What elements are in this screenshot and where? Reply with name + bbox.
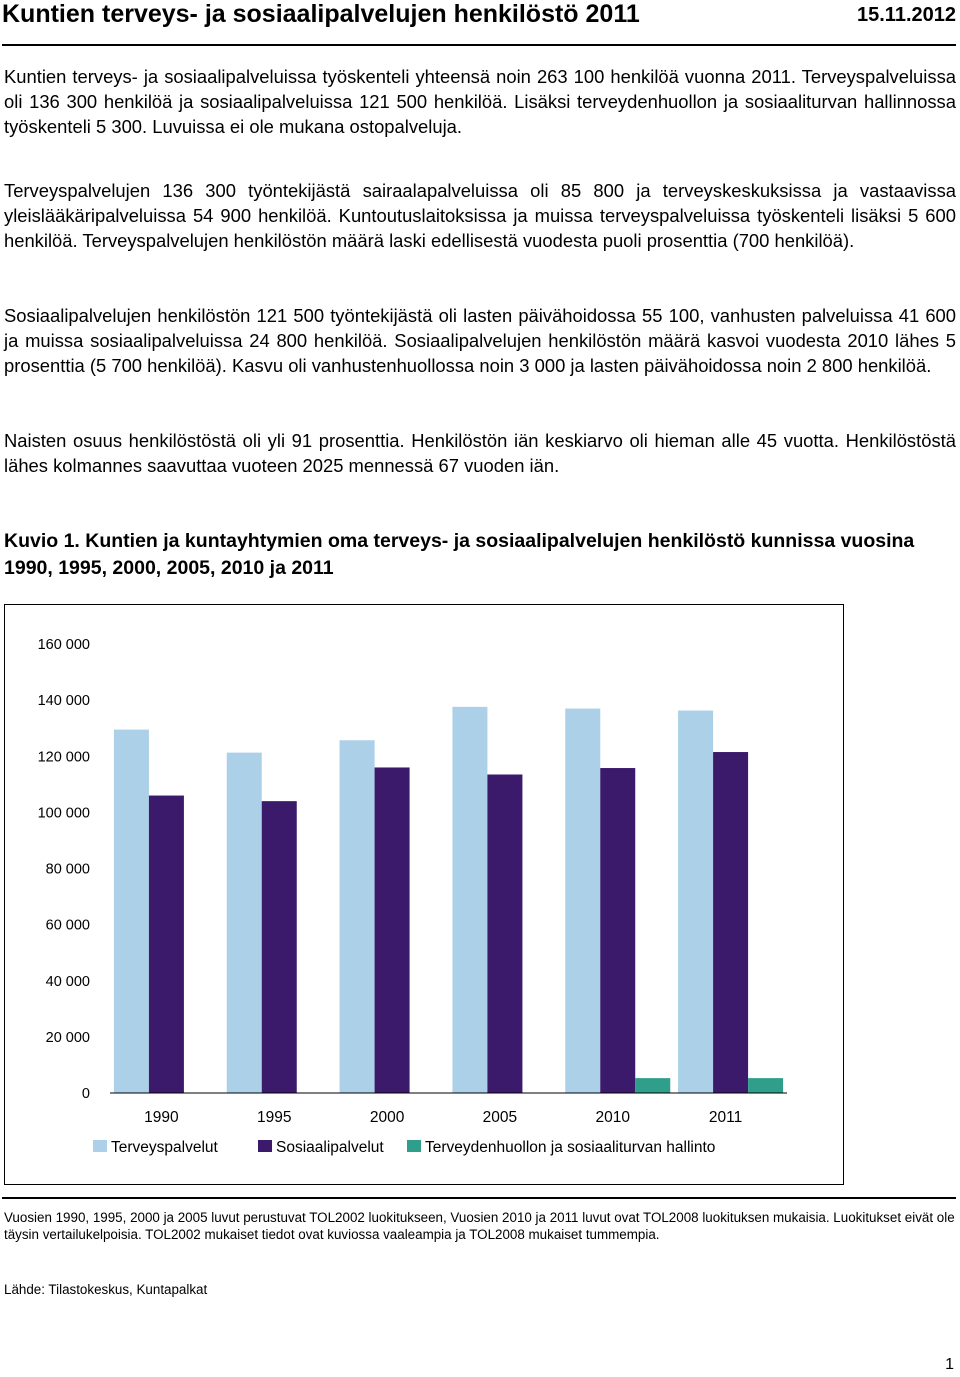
page-header [2,0,956,46]
y-tick-label: 0 [81,1086,90,1102]
x-tick-label: 1995 [257,1109,292,1126]
legend-label-3: Terveydenhuollon ja sosiaaliturvan hallinto [425,1139,716,1156]
paragraph-1: Kuntien terveys- ja sosiaalipalveluissa työskenteli yhteensä noin 263 100 henkilöä vuonna 2011. Terveyspalveluissa oli 136 300 henkilöä ja sosiaalipalveluissa 121 500 henkilöä. Lisäksi terveydenhuollon ja sosiaaliturvan hallinnossa työskenteli 5 300. Luvuissa ei ole mukana ostopalveluja. [4,66,956,137]
y-tick-label: 100 000 [37,805,90,822]
bar-2-2010 [600,768,635,1093]
bar-1-2011 [678,711,713,1093]
legend-label-2: Sosiaalipalvelut [276,1139,384,1156]
bar-1-1990 [114,730,149,1093]
bar-1-2005 [452,707,487,1093]
bar-3-2011 [748,1078,783,1093]
header-date: 15.11.2012 [857,4,956,26]
bar-2-2011 [713,752,748,1093]
legend-swatch-2 [258,1140,272,1152]
y-tick-label: 160 000 [37,637,90,653]
bar-1-1995 [227,753,262,1093]
paragraph-3: Sosiaalipalvelujen henkilöstön 121 500 työntekijästä oli lasten päivähoidossa 55 100, vanhusten palveluissa 41 600 ja muissa sosiaalipalveluissa 24 800 henkilöä. Sosiaalipalvelujen henkilöstön määrä kasvoi vuodesta 2010 lähes 5 prosenttia (5 700 henkilöä). Kasvu oli vanhustenhuollossa noin 3 000 ja lasten päivähoidossa noin 2 800 henkilöä. [4,305,956,376]
legend-swatch-1 [93,1140,107,1152]
y-tick-label: 120 000 [37,749,90,766]
separator-line [2,1197,956,1199]
x-tick-label: 1990 [144,1109,179,1126]
header-title: Kuntien terveys- ja sosiaalipalvelujen henkilöstö 2011 [2,0,640,28]
paragraph-4: Naisten osuus henkilöstöstä oli yli 91 prosenttia. Henkilöstön iän keskiarvo oli hieman alle 45 vuotta. Henkilöstöstä lähes kolmannes saavuttaa vuoteen 2025 mennessä 67 vuoden iän. [4,430,956,476]
chart-frame [4,604,844,1185]
legend-label-1: Terveyspalvelut [111,1139,218,1156]
paragraph-2: Terveyspalvelujen 136 300 työntekijästä sairaalapalveluissa oli 85 800 ja terveyskeskuksissa ja vastaavissa yleislääkäripalveluissa 54 900 henkilöä. Kuntoutuslaitoksissa ja muissa terveyspalveluissa työskenteli lisäksi 5 600 henkilöä. Terveyspalvelujen henkilöstön määrä laski edellisestä vuodesta puoli prosenttia (700 henkilöä). [4,180,956,251]
figure-caption: Kuvio 1. Kuntien ja kuntayhtymien oma terveys- ja sosiaalipalvelujen henkilöstö kunnissa vuosina 1990, 1995, 2000, 2005, 2010 ja 2011 [4,530,915,579]
bar-2-2005 [487,774,522,1093]
bar-2-1990 [149,796,184,1093]
bar-3-2010 [635,1078,670,1093]
source-line: Lähde: Tilastokeskus, Kuntapalkat [4,1282,208,1297]
bar-1-2010 [565,709,600,1093]
y-tick-label: 40 000 [45,973,90,990]
page-number: 1 [945,1356,954,1373]
x-tick-label: 2005 [482,1109,518,1126]
y-tick-label: 140 000 [37,693,90,710]
legend-swatch-3 [407,1140,421,1152]
y-tick-label: 60 000 [45,917,90,934]
x-tick-label: 2000 [369,1109,405,1126]
bar-2-1995 [262,801,297,1093]
y-tick-label: 80 000 [45,861,90,878]
bar-chart [5,605,845,1186]
bar-2-2000 [375,767,410,1093]
y-tick-label: 20 000 [45,1029,90,1046]
bar-1-2000 [340,740,375,1093]
x-tick-label: 2010 [595,1109,630,1126]
chart-note: Vuosien 1990, 1995, 2000 ja 2005 luvut perustuvat TOL2002 luokitukseen, Vuosien 2010 ja 2011 luvut ovat TOL2008 luokituksen mukaisia. Luokitukset eivät ole täysin vertailukelpoisia. TOL2002 mukaiset tiedot ovat kuviossa vaaleampia ja TOL2008 mukaiset tummempia. [4,1210,955,1242]
x-tick-label: 2011 [708,1109,743,1126]
